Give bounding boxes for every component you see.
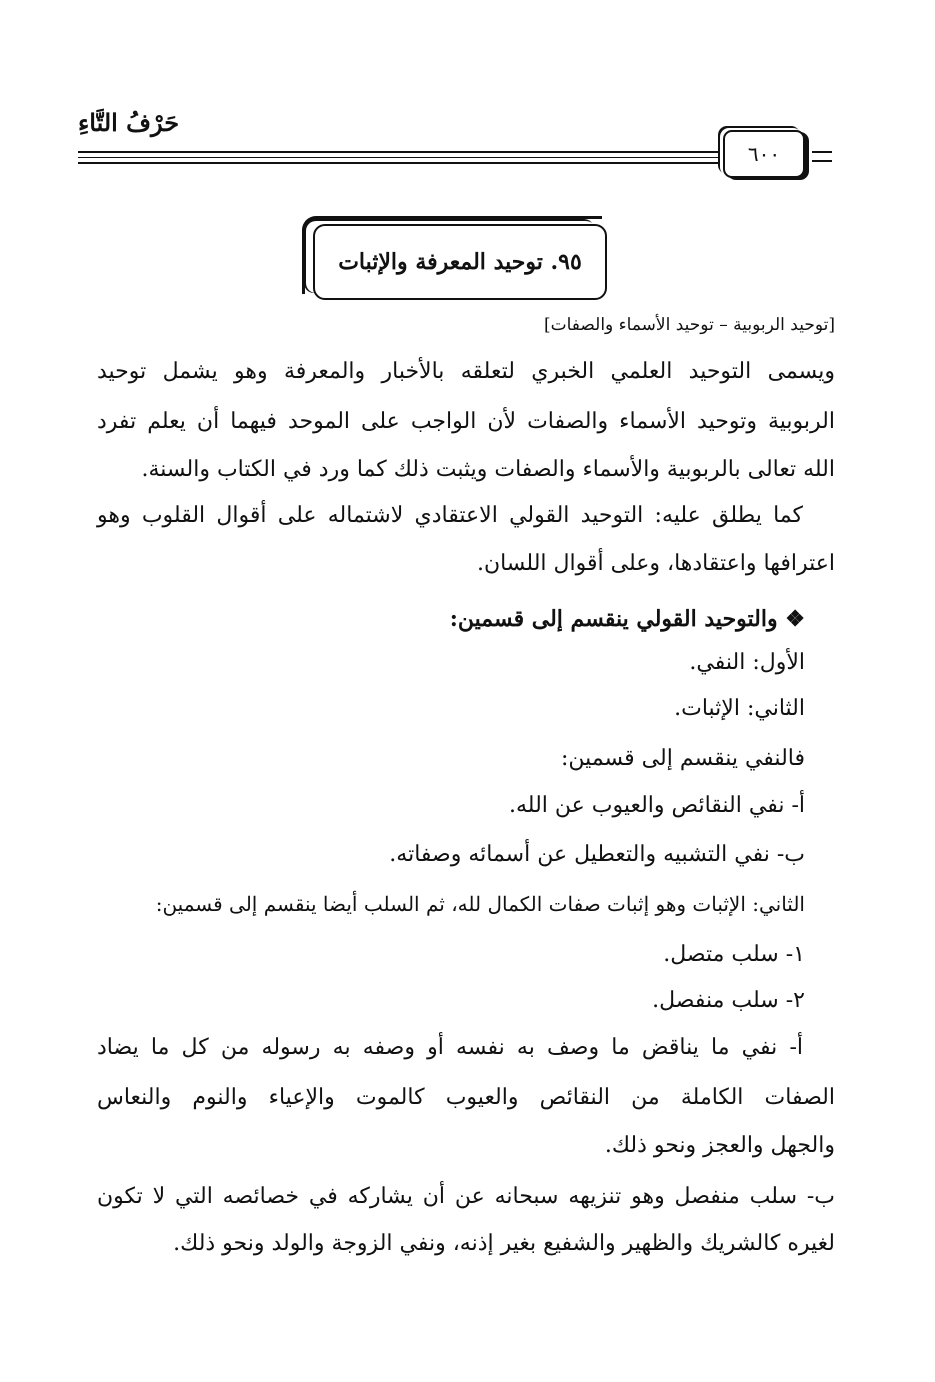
paragraph-line: الله تعالى بالربوبية والأسماء والصفات ويثبت ذلك كما ورد في الكتاب والسنة. bbox=[141, 457, 835, 482]
chapter-title: حَرْفُ التَّاءِ bbox=[78, 108, 180, 137]
paragraph-line: الربوبية وتوحيد الأسماء والصفات لأن الواجب على الموحد فيهما أن يعلم تفرد bbox=[97, 409, 835, 434]
related-terms: [توحيد الربوبية – توحيد الأسماء والصفات] bbox=[543, 315, 835, 335]
page-number: ٦٠٠ bbox=[723, 130, 805, 178]
paragraph-line: ويسمى التوحيد العلمي الخبري لتعلقه بالأخبار والمعرفة وهو يشمل توحيد bbox=[97, 359, 835, 384]
list-item: أ- نفي النقائص والعيوب عن الله. bbox=[509, 793, 805, 818]
paragraph-line: لغيره كالشريك والظهير والشفيع بغير إذنه، ونفي الزوجة والولد ونحو ذلك. bbox=[173, 1231, 835, 1256]
header-rule bbox=[78, 151, 718, 153]
header-rule bbox=[78, 162, 718, 164]
header-rule-right bbox=[812, 160, 832, 162]
division-heading: ❖ والتوحيد القولي ينقسم إلى قسمين: bbox=[449, 606, 805, 632]
paragraph-line: ب- سلب منفصل وهو تنزيهه سبحانه عن أن يشاركه في خصائصه التي لا تكون bbox=[97, 1184, 835, 1209]
list-item: الأول: النفي. bbox=[689, 650, 805, 675]
list-item: الثاني: الإثبات. bbox=[674, 696, 805, 721]
list-item: ١- سلب متصل. bbox=[663, 942, 805, 967]
list-item: فالنفي ينقسم إلى قسمين: bbox=[561, 746, 805, 771]
paragraph-line: كما يطلق عليه: التوحيد القولي الاعتقادي لاشتماله على أقوال القلوب وهو bbox=[97, 503, 803, 528]
header-rule bbox=[78, 157, 718, 158]
list-item: ٢- سلب منفصل. bbox=[652, 988, 805, 1013]
list-item: الثاني: الإثبات وهو إثبات صفات الكمال لله، ثم السلب أيضا ينقسم إلى قسمين: bbox=[155, 892, 805, 916]
paragraph-line: أ- نفي ما يناقض ما وصف به نفسه أو وصفه به رسوله من كل ما يضاد bbox=[97, 1035, 803, 1060]
header-rule-right bbox=[812, 151, 832, 153]
paragraph-line: الصفات الكاملة من النقائص والعيوب كالموت والإعياء والنوم والنعاس bbox=[97, 1085, 835, 1110]
paragraph-line: والجهل والعجز ونحو ذلك. bbox=[604, 1133, 835, 1158]
list-item: ب- نفي التشبيه والتعطيل عن أسمائه وصفاته. bbox=[389, 842, 805, 867]
paragraph-line: اعترافها واعتقادها، وعلى أقوال اللسان. bbox=[476, 551, 835, 576]
section-title: ٩٥. توحيد المعرفة والإثبات bbox=[313, 224, 607, 300]
